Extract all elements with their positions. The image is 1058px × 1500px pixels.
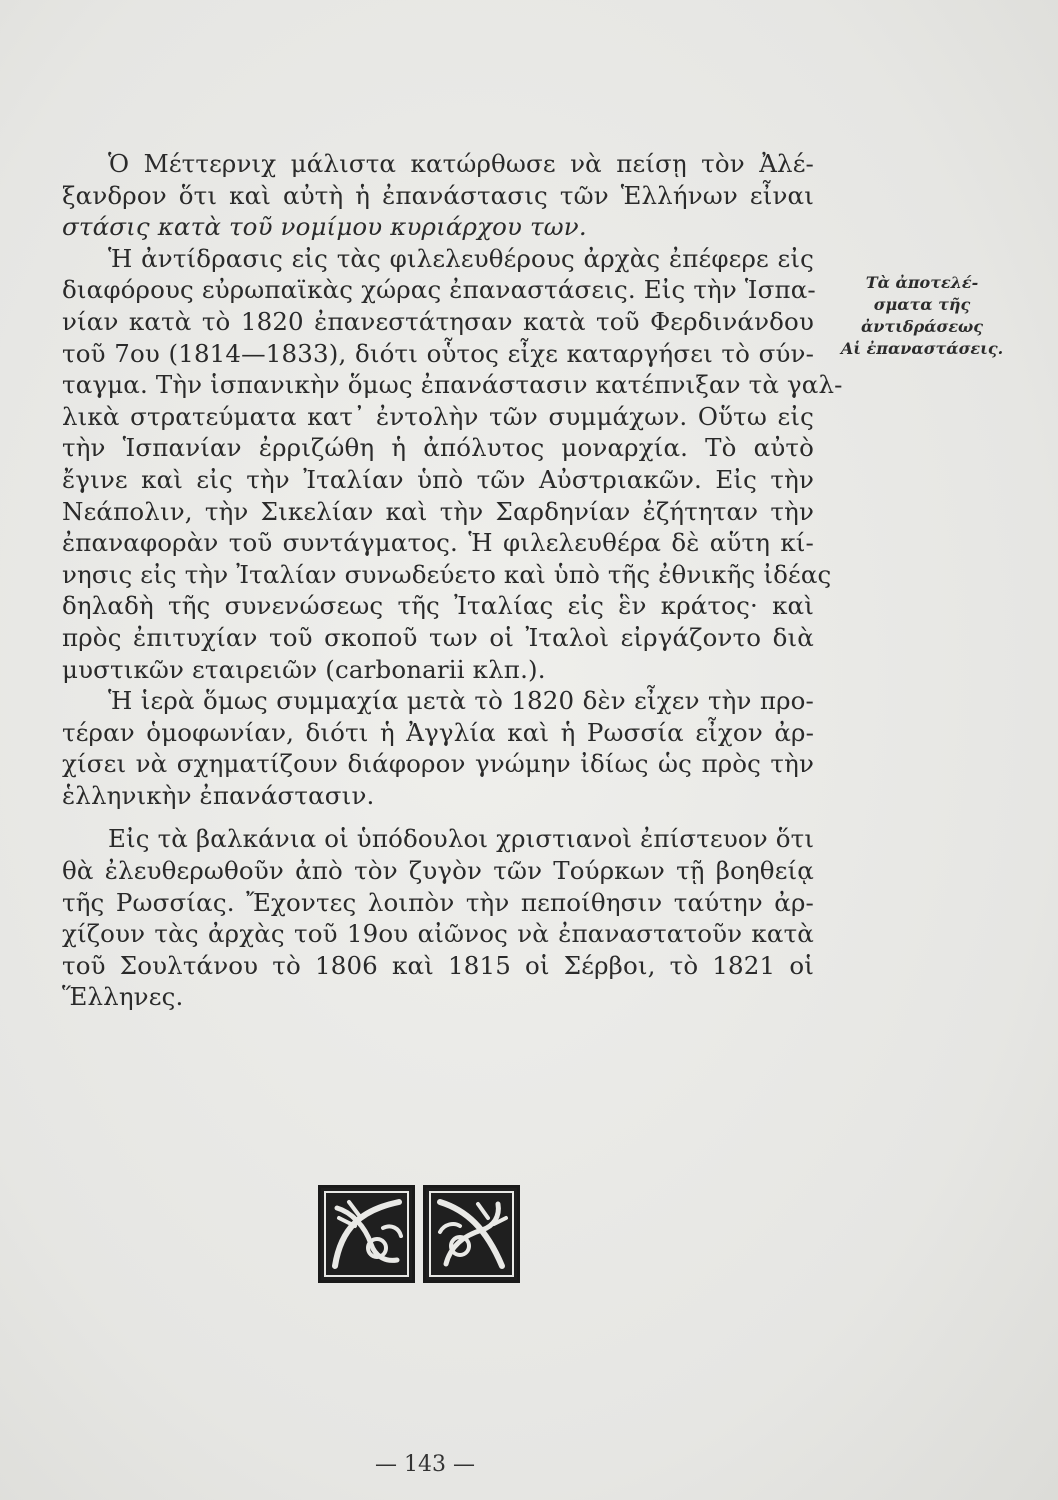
text-line: ξανδρον ὅτι καὶ αὐτὴ ἡ ἐπανάστασις τῶν Ἑλλήνων εἶναι <box>62 180 814 210</box>
text-line: μυστικῶν εταιρειῶν (carbonarii κλπ.). <box>62 654 546 684</box>
paragraph-holy-alliance <box>62 685 814 811</box>
text-line: θὰ ἐλευθερωθοῦν ἀπὸ τὸν ζυγὸν τῶν Τούρκων τῇ βοηθείᾳ <box>62 856 814 886</box>
text-line: τοῦ 7ου (1814—1833), διότι οὗτος εἶχε καταργήσει τὸ σύν- <box>62 338 814 368</box>
text-line: Ἡ ἱερὰ ὅμως συμμαχία μετὰ τὸ 1820 δὲν εἶχεν τὴν προ- <box>108 686 814 716</box>
margin-note-line: σματα τῆς <box>873 295 971 314</box>
text-line: Ἕλληνες. <box>62 982 184 1012</box>
ornament-tile-right <box>423 1185 520 1283</box>
text-line: τῆς Ρωσσίας. Ἔχοντες λοιπὸν τὴν πεποίθησιν ταύτην ἀρ- <box>62 887 814 917</box>
text-line: δηλαδὴ τῆς συνενώσεως τῆς Ἰταλίας εἰς ἓν κράτος· καὶ <box>62 591 814 621</box>
text-line: ταγμα. Τὴν ἱσπανικὴν ὅμως ἐπανάστασιν κατέπνιξαν τὰ γαλ- <box>62 370 843 400</box>
text-line: τὴν Ἱσπανίαν ἐρριζώθη ἡ ἀπόλυτος μοναρχία. Τὸ αὐτὸ <box>62 433 814 463</box>
page-number: — 143 — <box>375 1452 475 1477</box>
text-line: νησις εἰς τὴν Ἰταλίαν συνωδεύετο καὶ ὑπὸ τῆς ἐθνικῆς ἰδέας <box>62 559 832 589</box>
paragraph-metternich <box>62 148 814 243</box>
text-line: χίζουν τὰς ἀρχὰς τοῦ 19ου αἰῶνος νὰ ἐπαναστατοῦν κατὰ <box>62 919 814 949</box>
paragraph-reaction <box>62 243 843 685</box>
text-line: Εἰς τὰ βαλκάνια οἱ ὑπόδουλοι χριστιανοὶ ἐπίστευον ὅτι <box>108 824 815 854</box>
text-line: λικὰ στρατεύματα κατ᾽ ἐντολὴν τῶν συμμάχων. Οὕτω εἰς <box>62 401 814 431</box>
margin-note <box>822 272 1022 360</box>
text-line: διαφόρους εὐρωπαϊκὰς χώρας ἐπαναστάσεις. Εἰς τὴν Ἱσπα- <box>62 275 816 305</box>
decorative-ornament <box>318 1185 524 1283</box>
main-text-column <box>62 148 843 1013</box>
floral-ornament-icon <box>426 1188 517 1280</box>
text-line: Ὁ Μέττερνιχ μάλιστα κατώρθωσε νὰ πείσῃ τὸν Ἀλέ- <box>108 149 814 178</box>
margin-note-line: ἀντιδράσεως <box>860 317 984 336</box>
text-line: Νεάπολιν, τὴν Σικελίαν καὶ τὴν Σαρδηνίαν ἐζήτηταν τὴν <box>62 496 814 526</box>
text-line: ἐπαναφορὰν τοῦ συντάγματος. Ἡ φιλελευθέρα δὲ αὕτη κί- <box>62 528 814 558</box>
ornament-tile-left <box>318 1185 415 1283</box>
text-line: πρὸς ἐπιτυχίαν τοῦ σκοποῦ των οἱ Ἰταλοὶ εἰργάζοντο διὰ <box>62 622 814 652</box>
paragraph-balkans <box>62 823 814 1013</box>
text-line: ἑλληνικὴν ἐπανάστασιν. <box>62 780 375 810</box>
text-line: νίαν κατὰ τὸ 1820 ἐπανεστάτησαν κατὰ τοῦ Φερδινάνδου <box>62 306 814 336</box>
floral-ornament-icon <box>321 1188 412 1280</box>
text-line: τοῦ Σουλτάνου τὸ 1806 καὶ 1815 οἱ Σέρβοι, τὸ 1821 οἱ <box>62 950 814 980</box>
margin-note-line: Τὰ ἀποτελέ- <box>865 273 979 292</box>
margin-note-line: Αἱ ἐπαναστάσεις. <box>840 339 1004 358</box>
text-line: τέραν ὁμοφωνίαν, διότι ἡ Ἀγγλία καὶ ἡ Ρωσσία εἶχον ἀρ- <box>62 717 814 747</box>
text-line: Ἡ ἀντίδρασις εἰς τὰς φιλελευθέρους ἀρχὰς ἐπέφερε εἰς <box>108 243 814 273</box>
text-line: χίσει νὰ σχηματίζουν διάφορον γνώμην ἰδίως ὡς πρὸς τὴν <box>62 749 814 779</box>
text-line: ἔγινε καὶ εἰς τὴν Ἰταλίαν ὑπὸ τῶν Αὐστριακῶν. Εἰς τὴν <box>62 464 814 494</box>
text-line: στάσις κατὰ τοῦ νομίμου κυριάρχου των. <box>62 212 587 242</box>
